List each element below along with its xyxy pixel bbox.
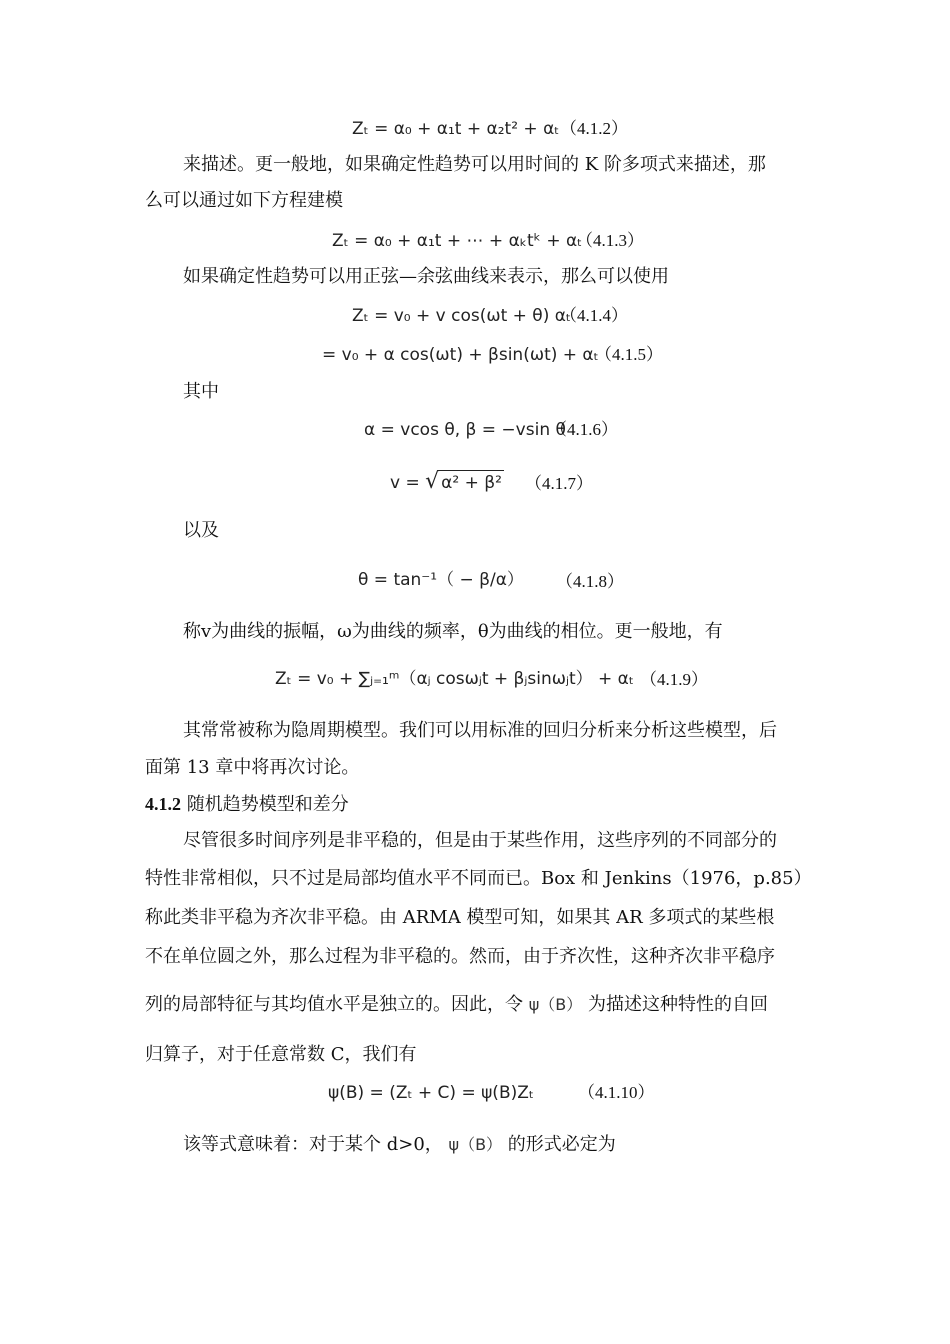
- paragraph-7-line-5-end: 为描述这种特性的自回: [588, 994, 769, 1015]
- equation-number-4-1-4: （4.1.4）: [560, 306, 628, 325]
- inline-math-psi-b-2: ψ（B）: [448, 1135, 503, 1154]
- equation-4-1-8: θ = tan⁻¹（ − β/α）: [358, 570, 524, 590]
- paragraph-5: 称v为曲线的振幅，ω为曲线的频率，θ为曲线的相位。更一般地，有: [183, 621, 723, 642]
- paragraph-6-line-2: 面第 13 章中将再次讨论。: [145, 757, 360, 778]
- paragraph-7-line-1: 尽管很多时间序列是非平稳的，但是由于某些作用，这些序列的不同部分的: [183, 830, 777, 851]
- equation-4-1-2: Zₜ = α₀ + α₁t + α₂t² + αₜ: [352, 119, 560, 139]
- paragraph-6-line-1: 其常常被称为隐周期模型。我们可以用标准的回归分析来分析这些模型，后: [183, 720, 777, 741]
- equation-4-1-10: ψ(B) = (Zₜ + C) = ψ(B)Zₜ: [328, 1083, 534, 1103]
- equation-4-1-4: Zₜ = v₀ + v cos(ωt + θ) αₜ: [352, 306, 571, 326]
- section-heading-title: 随机趋势模型和差分: [186, 794, 349, 815]
- equation-4-1-5: = v₀ + α cos(ωt) + βsin(ωt) + αₜ: [322, 345, 599, 365]
- paragraph-8: [183, 1132, 616, 1158]
- paragraph-7-line-2: 特性非常相似，只不过是局部均值水平不同而已。Box 和 Jenkins（1976，p.85）: [145, 868, 812, 889]
- paragraph-7-line-5-start: 列的局部特征与其均值水平是独立的。因此，令: [145, 994, 523, 1015]
- paragraph-3: 其中: [183, 381, 219, 402]
- paragraph-1-line-1: 来描述。更一般地，如果确定性趋势可以用时间的 K 阶多项式来描述，那: [183, 154, 766, 175]
- equation-4-1-9: Zₜ = v₀ + ∑ⱼ₌₁ᵐ（αⱼ cosωⱼt + βⱼsinωⱼt） + αₜ: [275, 669, 634, 689]
- paragraph-8-end: 的形式必定为: [507, 1134, 616, 1155]
- paragraph-4: 以及: [183, 520, 219, 541]
- equation-number-4-1-5: （4.1.5）: [595, 345, 663, 364]
- paragraph-2: 如果确定性趋势可以用正弦—余弦曲线来表示，那么可以使用: [183, 266, 669, 287]
- equation-4-1-7: [390, 470, 504, 495]
- equation-number-4-1-8: （4.1.8）: [556, 572, 624, 591]
- equation-number-4-1-7: （4.1.7）: [525, 474, 593, 493]
- inline-math-psi-b: ψ（B）: [528, 995, 583, 1014]
- paragraph-1-line-2: 么可以通过如下方程建模: [145, 190, 343, 211]
- equation-number-4-1-10: （4.1.10）: [578, 1083, 655, 1102]
- equation-4-1-7-lhs: v =: [390, 473, 426, 493]
- paragraph-7-line-3: 称此类非平稳为齐次非平稳。由 ARMA 模型可知，如果其 AR 多项式的某些根: [145, 907, 775, 928]
- equation-number-4-1-2: （4.1.2）: [560, 119, 628, 138]
- sqrt-symbol-icon: √: [425, 469, 440, 494]
- equation-4-1-7-radicand: α² + β²: [439, 470, 504, 495]
- equation-4-1-6: α = vcos θ, β = −vsin θ: [364, 420, 566, 440]
- paragraph-7-line-5: [145, 992, 768, 1018]
- equation-4-1-3: Zₜ = α₀ + α₁t + ⋯ + αₖtᵏ + αₜ: [332, 231, 583, 251]
- paragraph-8-start: 该等式意味着：对于某个 d>0，: [183, 1134, 443, 1155]
- equation-number-4-1-9: （4.1.9）: [640, 670, 708, 689]
- equation-number-4-1-3: （4.1.3）: [576, 231, 644, 250]
- section-heading: [145, 791, 349, 818]
- equation-number-4-1-6: （4.1.6）: [550, 420, 618, 439]
- paragraph-7-line-6: 归算子，对于任意常数 C，我们有: [145, 1044, 417, 1065]
- paragraph-7-line-4: 不在单位圆之外，那么过程为非平稳的。然而，由于齐次性，这种齐次非平稳序: [145, 946, 775, 967]
- section-heading-number: 4.1.2: [145, 794, 181, 814]
